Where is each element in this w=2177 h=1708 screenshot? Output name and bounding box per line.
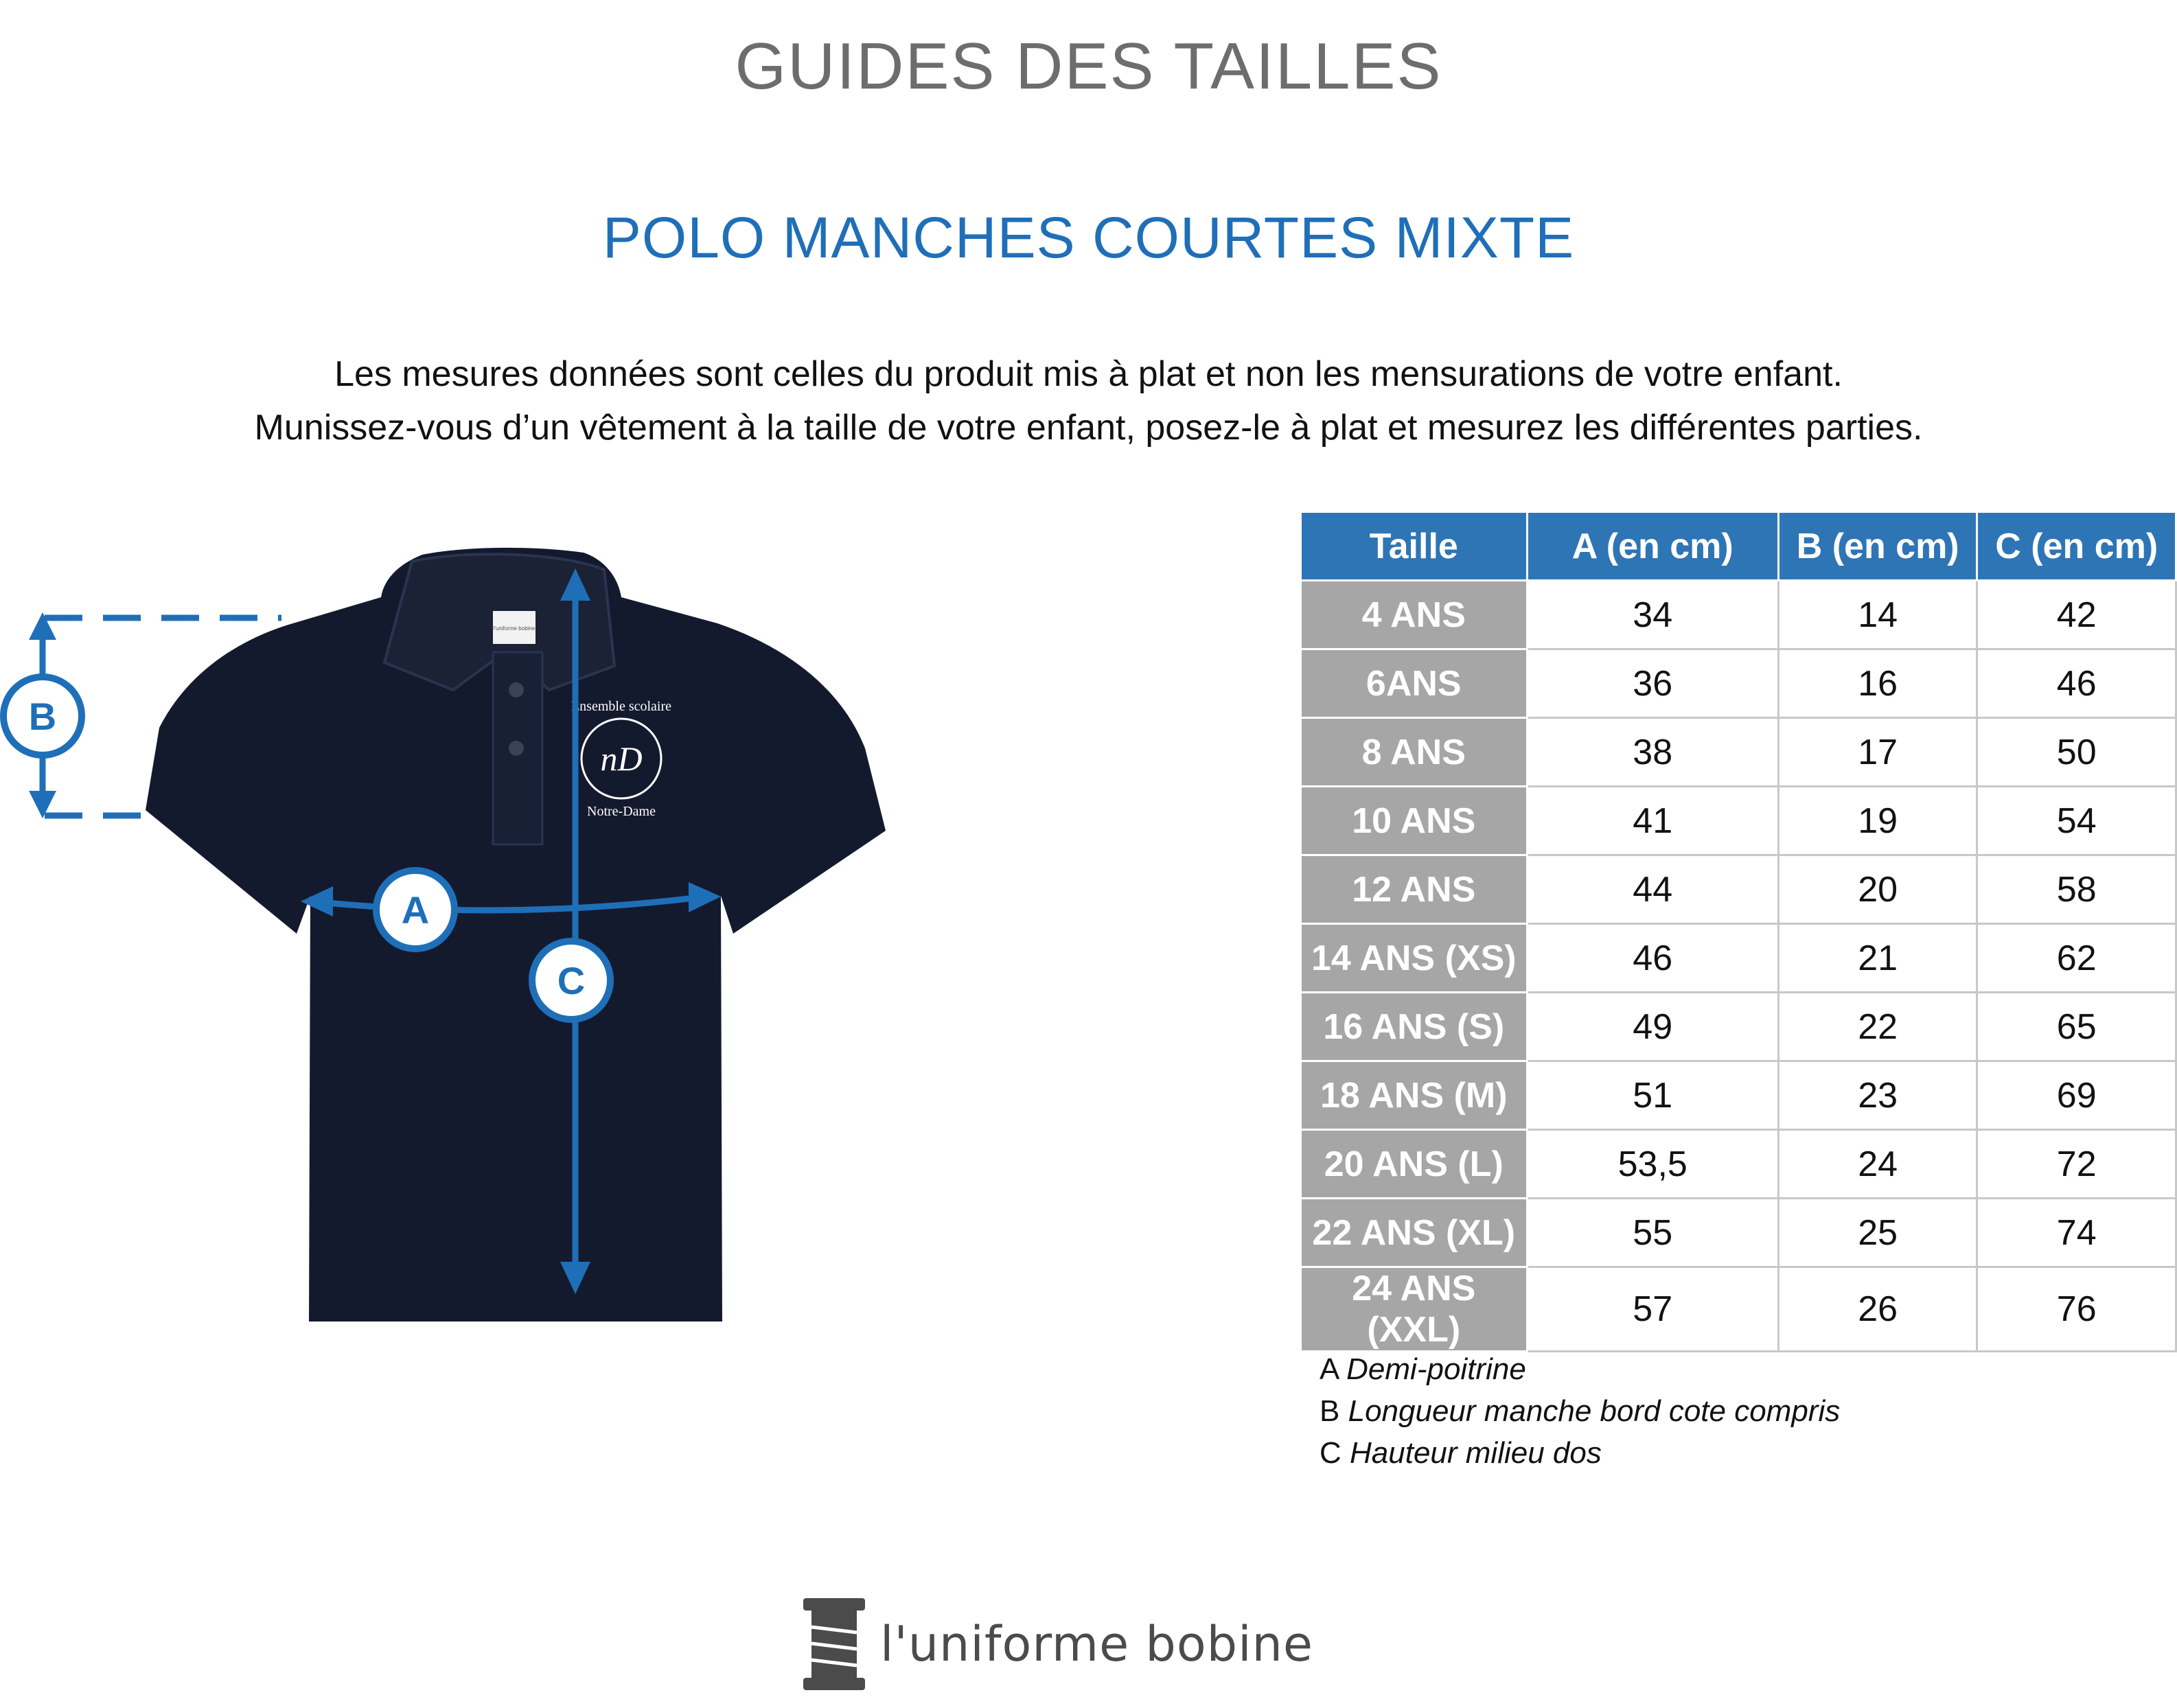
brand-name: l'uniforme bobine [880,1616,1313,1672]
table-row [1301,1267,2176,1352]
size-label: 8 ANS [1301,718,1528,787]
badge-a-label: A [401,888,430,932]
legend-item-c [1320,1432,1840,1474]
size-label: 20 ANS (L) [1301,1130,1528,1199]
value-a: 53,5 [1527,1130,1778,1199]
school-logo-monogram: nD [600,739,643,778]
value-c: 74 [1977,1199,2176,1267]
value-c: 62 [1977,924,2176,993]
table-row [1301,787,2176,855]
size-label: 16 ANS (S) [1301,993,1528,1061]
table-row [1301,649,2176,718]
table-row [1301,993,2176,1061]
value-a: 41 [1527,787,1778,855]
value-b: 23 [1778,1061,1977,1130]
table-row [1301,1061,2176,1130]
value-a: 51 [1527,1061,1778,1130]
size-label: 6ANS [1301,649,1528,718]
school-logo-text-bottom: Notre-Dame [587,804,656,819]
value-b: 20 [1778,855,1977,924]
page-title: GUIDES DES TAILLES [735,30,1442,103]
table-row [1301,581,2176,649]
badge-c-label: C [557,959,586,1002]
size-label: 10 ANS [1301,787,1528,855]
value-a: 57 [1527,1267,1778,1352]
school-logo-text-top: Ensemble scolaire [571,699,672,714]
column-header-c: C (en cm) [1977,512,2176,581]
value-c: 72 [1977,1130,2176,1199]
table-row [1301,924,2176,993]
table-row [1301,1130,2176,1199]
value-b: 22 [1778,993,1977,1061]
size-label: 14 ANS (XS) [1301,924,1528,993]
table-row [1301,855,2176,924]
collar-label-text: l'uniforme bobine [493,625,535,632]
value-c: 65 [1977,993,2176,1061]
value-b: 26 [1778,1267,1977,1352]
value-a: 44 [1527,855,1778,924]
value-a: 36 [1527,649,1778,718]
badge-b-label: B [28,695,57,738]
value-c: 69 [1977,1061,2176,1130]
value-c: 76 [1977,1267,2176,1352]
value-b: 17 [1778,718,1977,787]
value-b: 19 [1778,787,1977,855]
size-table [1300,511,2177,1352]
legend-key: A [1320,1352,1338,1386]
legend-text: Hauteur milieu dos [1350,1436,1602,1470]
legend-item-b [1320,1390,1840,1432]
button [509,682,524,697]
size-label: 4 ANS [1301,581,1528,649]
column-header-a: A (en cm) [1527,512,1778,581]
brand-logo [796,1593,1313,1696]
value-b: 25 [1778,1199,1977,1267]
spool-icon [796,1593,872,1696]
column-header-taille: Taille [1301,512,1528,581]
value-a: 46 [1527,924,1778,993]
value-b: 24 [1778,1130,1977,1199]
value-c: 58 [1977,855,2176,924]
polo-illustration [0,522,961,1346]
table-row [1301,718,2176,787]
value-b: 21 [1778,924,1977,993]
legend-key: B [1320,1394,1340,1428]
size-label: 18 ANS (M) [1301,1061,1528,1130]
column-header-b: B (en cm) [1778,512,1977,581]
intro-line-1: Les mesures données sont celles du produit mis à plat et non les mensurations de votre enfant. [334,354,1843,394]
value-c: 50 [1977,718,2176,787]
value-b: 16 [1778,649,1977,718]
size-label: 22 ANS (XL) [1301,1199,1528,1267]
legend-key: C [1320,1436,1341,1470]
intro-line-2: Munissez-vous d’un vêtement à la taille de votre enfant, posez-le à plat et mesurez les différentes parties. [254,408,1923,448]
product-title: POLO MANCHES COURTES MIXTE [602,205,1575,270]
value-a: 49 [1527,993,1778,1061]
table-row [1301,1199,2176,1267]
size-label: 24 ANS (XXL) [1301,1267,1528,1352]
button [509,741,524,756]
value-a: 55 [1527,1199,1778,1267]
legend-text: Longueur manche bord cote compris [1348,1394,1841,1428]
legend-text: Demi-poitrine [1346,1352,1526,1386]
value-c: 46 [1977,649,2176,718]
value-a: 34 [1527,581,1778,649]
value-b: 14 [1778,581,1977,649]
measurement-legend [1320,1348,1840,1474]
size-label: 12 ANS [1301,855,1528,924]
value-c: 54 [1977,787,2176,855]
table-header-row [1301,512,2176,581]
intro-text [0,347,2177,454]
value-c: 42 [1977,581,2176,649]
value-a: 38 [1527,718,1778,787]
legend-item-a [1320,1348,1840,1390]
